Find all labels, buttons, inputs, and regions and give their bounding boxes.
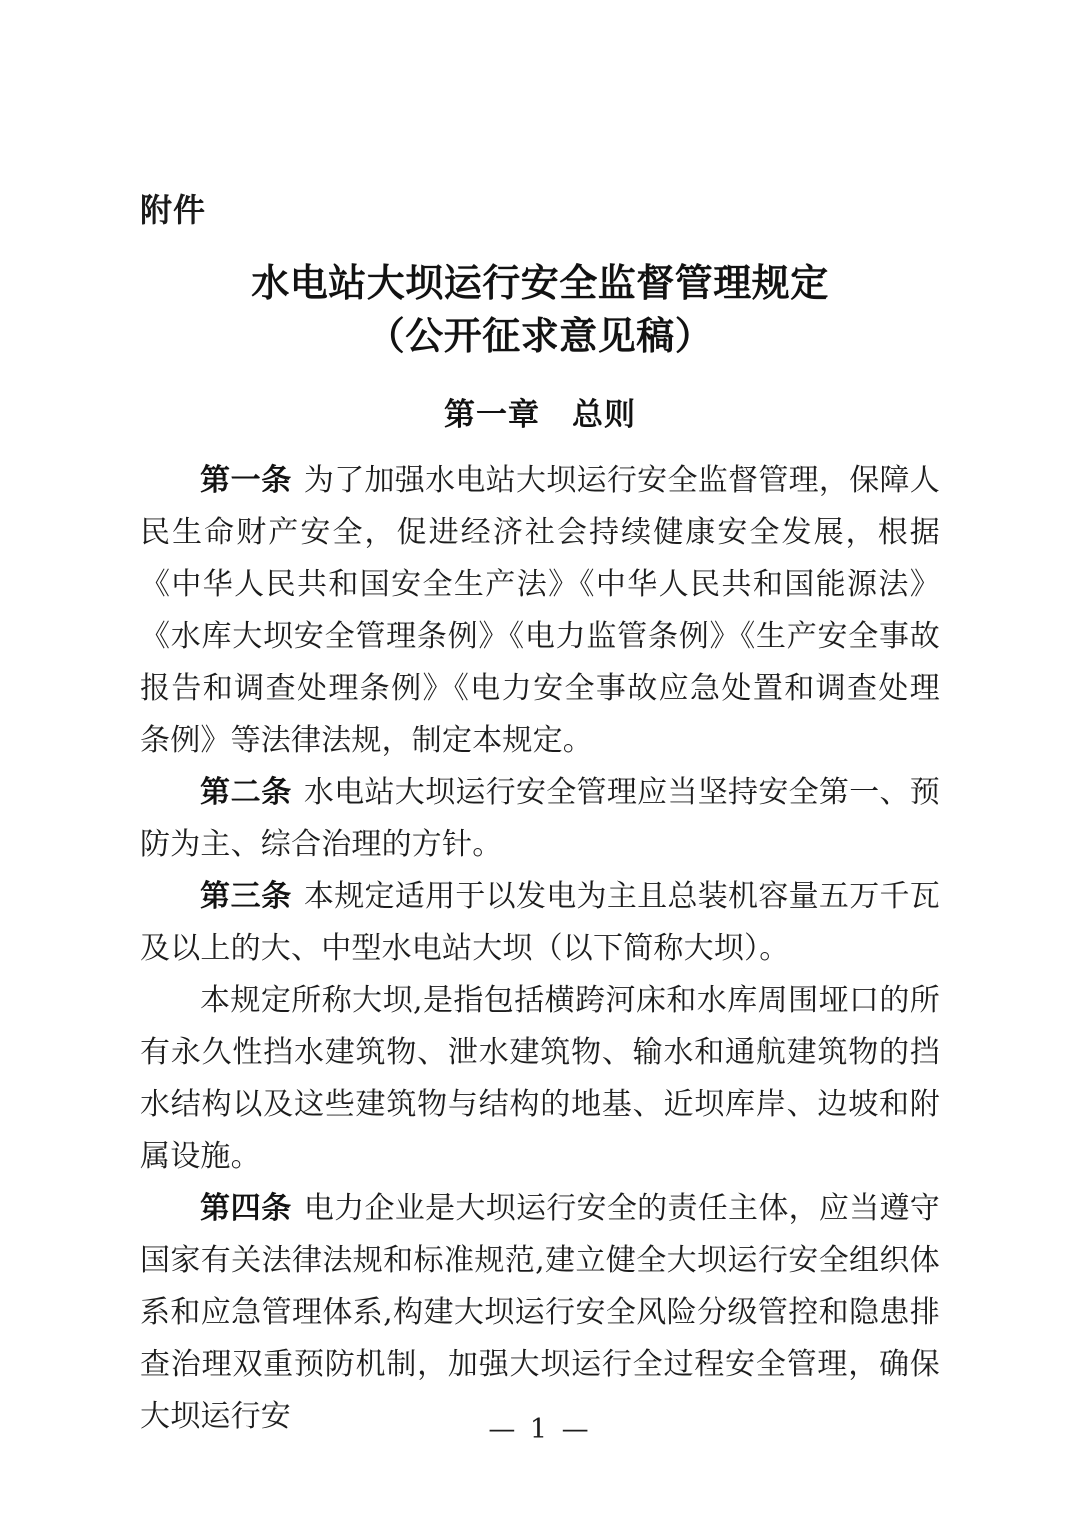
article-body: 本规定适用于以发电为主且总装机容量五万千瓦及以上的大、中型水电站大坝（以下简称大坝）。 — [140, 879, 941, 966]
title-block — [140, 258, 940, 364]
attachment-label: 附件 — [140, 192, 207, 228]
article-paragraph — [140, 767, 940, 871]
article-number: 第三条 — [200, 880, 292, 913]
article-paragraph — [140, 871, 940, 975]
article-body: 电力企业是大坝运行安全的责任主体，应当遵守国家有关法律法规和标准规范,建立健全大坝运行安全组织体系和应急管理体系,构建大坝运行安全风险分级管控和隐患排查治理双重预防机制，加强大坝运行全过程安全管理，确保大坝运行安 — [140, 1191, 941, 1434]
article-body: 水电站大坝运行安全管理应当坚持安全第一、预防为主、综合治理的方针。 — [140, 775, 941, 862]
page-number-footer: — 1 — — [488, 1414, 592, 1445]
chapter-heading: 第一章 总则 — [444, 397, 636, 432]
body-text — [140, 455, 940, 1443]
article-number: 第二条 — [200, 776, 292, 809]
definition-paragraph — [140, 975, 940, 1183]
article-body: 为了加强水电站大坝运行安全监督管理，保障人民生命财产安全，促进经济社会持续健康安全发展，根据《中华人民共和国安全生产法》《中华人民共和国能源法》《水库大坝安全管理条例》《电力监管条例》《生产安全事故报告和调查处理条例》《电力安全事故应急处置和调查处理条例》等法律法规，制定本规定。 — [140, 463, 941, 758]
article-paragraph — [140, 1183, 940, 1443]
document-title: 水电站大坝运行安全监督管理规定 — [251, 263, 829, 305]
article-number: 第四条 — [200, 1192, 292, 1225]
article-paragraph — [140, 455, 940, 767]
document-subtitle: （公开征求意见稿） — [366, 316, 714, 358]
article-number: 第一条 — [200, 464, 292, 497]
definition-body: 本规定所称大坝,是指包括横跨河床和水库周围垭口的所有永久性挡水建筑物、泄水建筑物、输水和通航建筑物的挡水结构以及这些建筑物与结构的地基、近坝库岸、边坡和附属设施。 — [140, 983, 940, 1174]
